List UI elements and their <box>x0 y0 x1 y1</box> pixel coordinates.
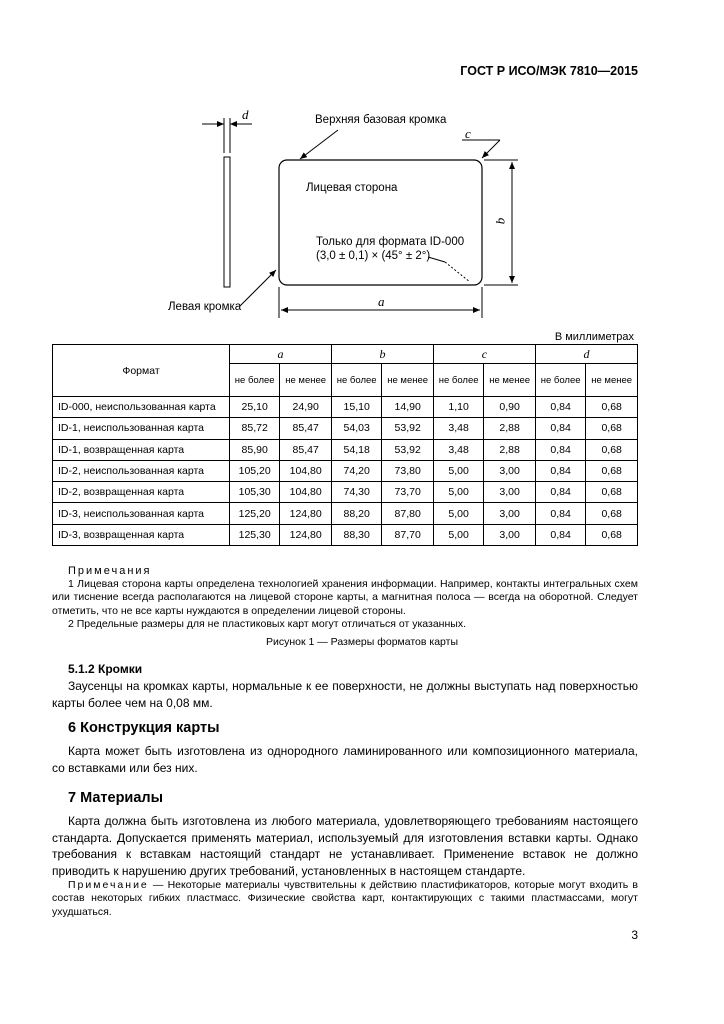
subheader-min: не менее <box>382 364 434 397</box>
value-cell: 0,84 <box>535 439 585 460</box>
value-cell: 73,80 <box>382 460 434 481</box>
value-cell: 54,18 <box>331 439 381 460</box>
value-cell: 1,10 <box>433 397 483 418</box>
label-left-edge: Левая кромка <box>168 301 242 313</box>
subheader-max: не более <box>230 364 280 397</box>
label-id000-line2: (3,0 ± 0,1) × (45° ± 2°) <box>316 250 431 262</box>
subheader-max: не более <box>433 364 483 397</box>
value-cell: 0,68 <box>586 503 638 524</box>
note-2: 2 Предельные размеры для не пластиковых карт могут отличаться от указанных. <box>68 618 466 630</box>
value-cell: 88,30 <box>331 524 381 545</box>
value-cell: 2,88 <box>484 418 536 439</box>
value-cell: 3,00 <box>484 524 536 545</box>
value-cell: 87,80 <box>382 503 434 524</box>
value-cell: 15,10 <box>331 397 381 418</box>
heading-5-1-2: 5.1.2 Кромки <box>68 662 143 676</box>
label-a: a <box>378 294 385 309</box>
value-cell: 25,10 <box>230 397 280 418</box>
label-front-side: Лицевая сторона <box>306 182 398 194</box>
value-cell: 73,70 <box>382 482 434 503</box>
value-cell: 0,84 <box>535 503 585 524</box>
dimensions-table <box>52 344 638 546</box>
table-row <box>53 503 638 524</box>
value-cell: 5,00 <box>433 460 483 481</box>
value-cell: 0,68 <box>586 418 638 439</box>
value-cell: 88,20 <box>331 503 381 524</box>
table-row <box>53 418 638 439</box>
value-cell: 3,48 <box>433 418 483 439</box>
value-cell: 0,68 <box>586 397 638 418</box>
value-cell: 104,80 <box>280 460 332 481</box>
card-front-view <box>279 160 482 285</box>
subheader-max: не более <box>535 364 585 397</box>
value-cell: 5,00 <box>433 524 483 545</box>
value-cell: 105,30 <box>230 482 280 503</box>
value-cell: 0,84 <box>535 397 585 418</box>
value-cell: 125,30 <box>230 524 280 545</box>
value-cell: 124,80 <box>280 524 332 545</box>
table-row <box>53 524 638 545</box>
value-cell: 105,20 <box>230 460 280 481</box>
label-b: b <box>492 217 508 225</box>
card-side-view <box>224 157 230 287</box>
format-cell: ID-3, неиспользованная карта <box>53 503 230 524</box>
label-top-edge: Верхняя базовая кромка <box>315 114 447 126</box>
table-row <box>53 482 638 503</box>
document-header: ГОСТ Р ИСО/МЭК 7810—2015 <box>460 64 638 78</box>
value-cell: 0,84 <box>535 482 585 503</box>
value-cell: 0,84 <box>535 418 585 439</box>
text-6: Карта может быть изготовлена из однородного ламинированного или композиционного материала, со вставками или без них. <box>52 744 638 775</box>
heading-7: 7 Материалы <box>68 790 164 806</box>
table-row <box>53 460 638 481</box>
text-5-1-2: Заусенцы на кромках карты, нормальные к ее поверхности, не должны выступать над поверхностью карты более чем на 0,08 мм. <box>52 679 638 710</box>
page-number: 3 <box>631 928 638 942</box>
table-row <box>53 397 638 418</box>
col-group-d: d <box>535 345 637 364</box>
figure-caption: Рисунок 1 — Размеры форматов карты <box>265 636 459 648</box>
format-cell: ID-1, возвращенная карта <box>53 439 230 460</box>
value-cell: 125,20 <box>230 503 280 524</box>
subheader-min: не менее <box>484 364 536 397</box>
subheader-min: не менее <box>586 364 638 397</box>
value-cell: 24,90 <box>280 397 332 418</box>
value-cell: 104,80 <box>280 482 332 503</box>
value-cell: 74,20 <box>331 460 381 481</box>
value-cell: 124,80 <box>280 503 332 524</box>
table-row <box>53 439 638 460</box>
value-cell: 74,30 <box>331 482 381 503</box>
value-cell: 53,92 <box>382 418 434 439</box>
value-cell: 3,00 <box>484 482 536 503</box>
value-cell: 0,84 <box>535 460 585 481</box>
value-cell: 2,88 <box>484 439 536 460</box>
value-cell: 85,90 <box>230 439 280 460</box>
label-d: d <box>242 107 249 122</box>
format-cell: ID-2, возвращенная карта <box>53 482 230 503</box>
format-cell: ID-2, неиспользованная карта <box>53 460 230 481</box>
value-cell: 0,68 <box>586 482 638 503</box>
card-dimensions-figure <box>0 0 724 330</box>
value-cell: 85,47 <box>280 418 332 439</box>
format-cell: ID-3, возвращенная карта <box>53 524 230 545</box>
value-cell: 0,68 <box>586 460 638 481</box>
text-7: Карта должна быть изготовлена из любого материала, удовлетворяющего требованиям настоящего стандарта. Допускается применять материал, используемый для изготовления вставки карты. Однако требования к вставкам настоящий стандарт не устанавливает. Применение вставок не должно приводить к нарушению других требований, установленных в настоящем стандарте. <box>52 814 638 878</box>
label-id000-line1: Только для формата ID-000 <box>316 236 465 248</box>
note-materials <box>52 879 638 919</box>
subheader-max: не более <box>331 364 381 397</box>
value-cell: 53,92 <box>382 439 434 460</box>
format-cell: ID-1, неиспользованная карта <box>53 418 230 439</box>
subheader-min: не менее <box>280 364 332 397</box>
value-cell: 5,00 <box>433 503 483 524</box>
value-cell: 3,00 <box>484 503 536 524</box>
label-c: c <box>465 126 471 141</box>
heading-6: 6 Конструкция карты <box>68 720 220 736</box>
note-materials-text: — Некоторые материалы чувствительны к действию пластификаторов, которые могут входить в состав некоторых гибких пластмасс. Физические свойства карт, контактирующих с такими пластмассами, могут ухудшаться. <box>52 879 638 918</box>
value-cell: 85,47 <box>280 439 332 460</box>
col-group-a: a <box>230 345 332 364</box>
value-cell: 0,68 <box>586 439 638 460</box>
value-cell: 3,48 <box>433 439 483 460</box>
value-cell: 87,70 <box>382 524 434 545</box>
value-cell: 85,72 <box>230 418 280 439</box>
note-materials-label: Примечание <box>68 879 149 891</box>
notes-title: Примечания <box>68 565 152 577</box>
value-cell: 3,00 <box>484 460 536 481</box>
col-format-header: Формат <box>53 345 230 397</box>
units-label: В миллиметрах <box>554 331 634 343</box>
value-cell: 0,68 <box>586 524 638 545</box>
value-cell: 0,84 <box>535 524 585 545</box>
value-cell: 14,90 <box>382 397 434 418</box>
value-cell: 0,90 <box>484 397 536 418</box>
col-group-c: c <box>433 345 535 364</box>
note-1: 1 Лицевая сторона карты определена технологией хранения информации. Например, контакты интегральных схем или тиснение всегда располагаются на лицевой стороне карты, а магнитная полоса — всегда на оборотной. Следует отметить, что не все карты нуждаются в определении лицевой стороны. <box>52 578 638 617</box>
value-cell: 54,03 <box>331 418 381 439</box>
value-cell: 5,00 <box>433 482 483 503</box>
format-cell: ID-000, неиспользованная карта <box>53 397 230 418</box>
col-group-b: b <box>331 345 433 364</box>
